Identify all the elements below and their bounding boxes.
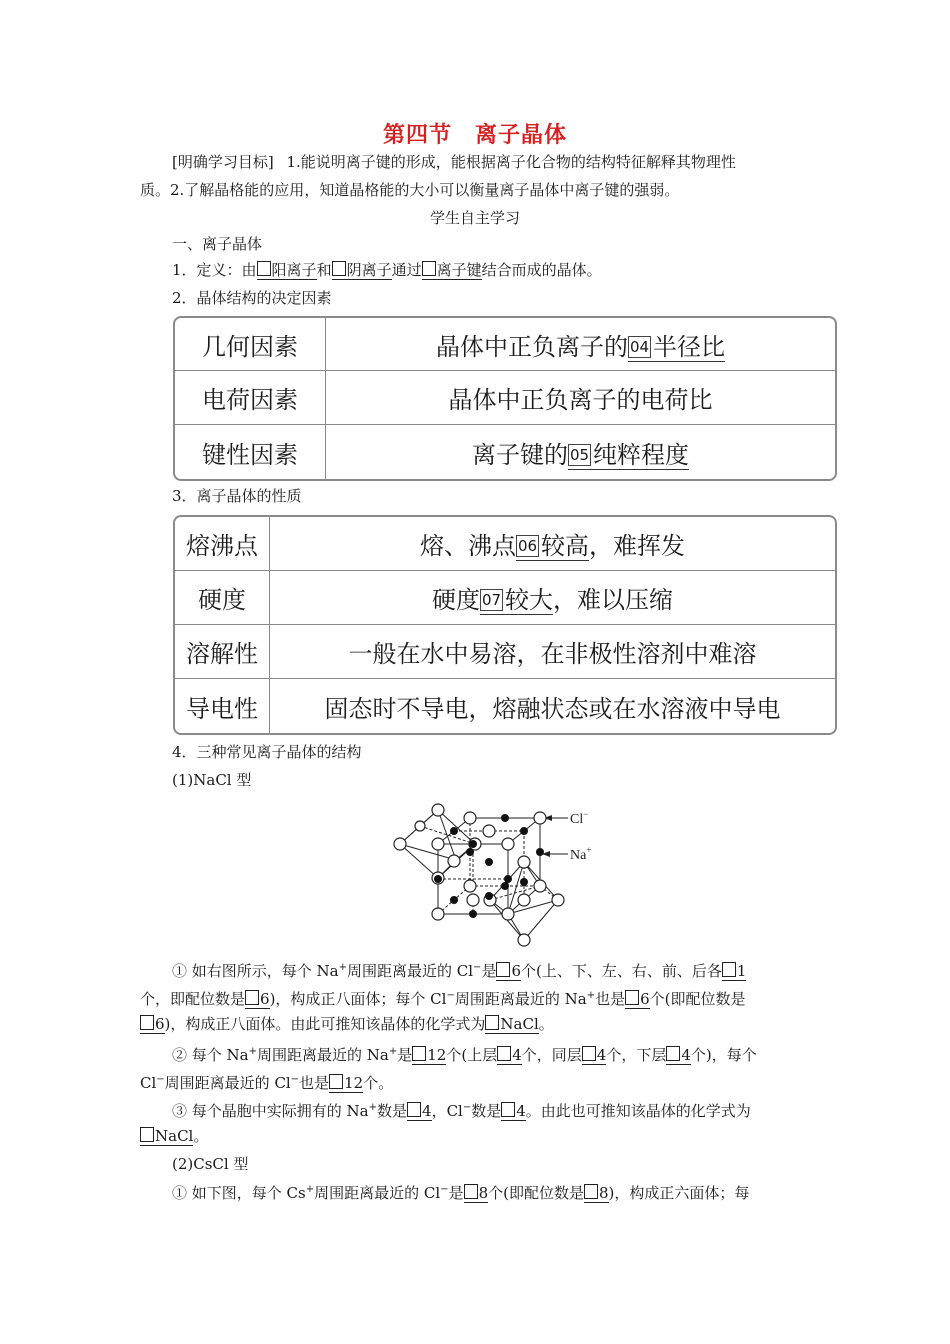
def-mid-2: 通过 xyxy=(391,261,422,279)
text: 个，同层 xyxy=(521,1046,582,1064)
answer-text: 纯粹程度 xyxy=(593,440,690,469)
answer-text: NaCl xyxy=(500,1015,539,1033)
def-prefix: 1．定义：由 xyxy=(172,261,257,279)
def-blank-2 xyxy=(332,261,392,280)
text: )，构成正八面体。由此可推知该晶体的化学式为 xyxy=(164,1015,486,1033)
chloride-label: Cl− xyxy=(570,809,589,827)
prop-value: 固态时不导电，熔融状态或在水溶液中导电 xyxy=(324,694,781,723)
superscript: + xyxy=(248,1046,257,1057)
answer-text: 较高 xyxy=(541,532,590,560)
cscl-para-1-line-1 xyxy=(172,1180,749,1203)
prop-answer xyxy=(480,586,553,615)
answer-text: 4 xyxy=(422,1102,432,1120)
answer-text: 较大 xyxy=(505,586,554,614)
prop-key: 熔沸点 xyxy=(175,517,270,571)
nacl-para-3-line-1 xyxy=(172,1098,751,1121)
answer-blank xyxy=(501,1102,526,1121)
superscript: − xyxy=(446,990,455,1001)
answer-blank xyxy=(582,1046,607,1065)
nacl-crystal-figure xyxy=(390,796,610,948)
factor-value xyxy=(326,318,835,371)
answer-blank xyxy=(412,1046,446,1065)
superscript: + xyxy=(586,990,596,1001)
blank-box xyxy=(140,1015,154,1030)
factor-key: 几何因素 xyxy=(175,318,326,371)
text: 。 xyxy=(538,1015,554,1033)
blank-box xyxy=(329,1074,343,1089)
part1-heading: 一、离子晶体 xyxy=(172,235,263,253)
objectives-label: [明确学习目标] xyxy=(172,153,274,171)
answer-blank xyxy=(407,1102,432,1121)
nacl-para-2-line-2 xyxy=(140,1070,393,1093)
def-suffix: 结合而成的晶体。 xyxy=(481,261,602,279)
factor-answer xyxy=(568,441,689,470)
text: 个。 xyxy=(363,1074,394,1092)
blank-box xyxy=(464,1184,478,1199)
blank-box xyxy=(584,1184,598,1199)
text: 周围距离最近的 Na xyxy=(257,1046,389,1064)
answer-blank xyxy=(329,1074,363,1093)
text: ③ 每个晶胞中实际拥有的 Na xyxy=(172,1102,369,1120)
text: 周围距离最近的 Na xyxy=(454,990,587,1008)
text: 。 xyxy=(193,1127,209,1145)
factor-answer xyxy=(628,333,725,362)
text: 也是 xyxy=(299,1074,330,1092)
blank-box xyxy=(582,1046,596,1061)
answer-text: 6 xyxy=(511,962,521,980)
answer-blank xyxy=(485,1015,538,1034)
text: ② 每个 Na xyxy=(172,1046,249,1064)
properties-table xyxy=(173,515,837,735)
text: 是 xyxy=(481,962,497,980)
page-title: 第四节 离子晶体 xyxy=(382,123,567,148)
text: Cl xyxy=(140,1074,157,1092)
text: 也是 xyxy=(595,990,626,1008)
blank-box xyxy=(332,261,346,276)
answer-text: 12 xyxy=(344,1074,364,1092)
text: 个(即配位数是 xyxy=(649,990,746,1008)
cscl-heading: (2)CsCl 型 xyxy=(172,1155,249,1173)
def-answer-1: 阳离子 xyxy=(271,261,317,279)
prop-value: 一般在水中易溶，在非极性溶剂中难溶 xyxy=(270,625,835,679)
superscript: − xyxy=(473,962,482,973)
factor-text: 离子键的 xyxy=(471,440,568,469)
superscript: + xyxy=(368,1102,377,1113)
prop-text-post: ，难挥发 xyxy=(589,532,686,560)
text: 。由此也可推知该晶体的化学式为 xyxy=(525,1102,751,1120)
answer-blank xyxy=(140,1127,193,1146)
section-heading: 学生自主学习 xyxy=(429,209,520,227)
answer-text: 半径比 xyxy=(653,332,726,361)
answer-text: 12 xyxy=(427,1046,447,1064)
nacl-para-1-line-3 xyxy=(140,1014,554,1034)
factors-table xyxy=(173,316,837,481)
def-mid-1: 和 xyxy=(316,261,332,279)
text: 周围距离最近的 Cl xyxy=(314,1184,441,1202)
def-blank-1 xyxy=(257,261,317,280)
answer-text: 6 xyxy=(155,1015,165,1033)
text: 个(上层 xyxy=(446,1046,498,1064)
text: )，构成正八面体；每个 Cl xyxy=(269,990,447,1008)
answer-text: 8 xyxy=(598,1184,609,1202)
factor-text: 晶体中正负离子的 xyxy=(435,332,628,361)
props-heading: 3．离子晶体的性质 xyxy=(172,487,302,505)
superscript: − xyxy=(462,1102,472,1113)
objectives-line-2: 质。2.了解晶格能的应用，知道晶格能的大小可以衡量离子晶体中离子键的强弱。 xyxy=(140,181,680,199)
prop-text: 熔、沸点 xyxy=(419,532,516,560)
nacl-para-1-line-2 xyxy=(140,986,746,1009)
def-blank-3 xyxy=(422,261,482,280)
text: )，构成正六面体；每 xyxy=(608,1184,750,1202)
blank-box xyxy=(501,1102,515,1117)
answer-blank xyxy=(584,1184,609,1203)
objectives-line-1 xyxy=(172,152,736,172)
blank-box xyxy=(422,261,436,276)
blank-box xyxy=(257,261,271,276)
blank-box xyxy=(497,1046,511,1061)
text: 数是 xyxy=(377,1102,408,1120)
prop-key: 溶解性 xyxy=(175,625,270,679)
text: ① 如下图，每个 Cs xyxy=(172,1184,306,1202)
answer-text: 4 xyxy=(512,1046,522,1064)
answer-number: 06 xyxy=(517,537,538,555)
answer-number: 04 xyxy=(629,337,650,356)
answer-blank xyxy=(496,962,521,981)
blank-box xyxy=(666,1046,680,1061)
text: 是 xyxy=(397,1046,413,1064)
answer-text: NaCl xyxy=(155,1127,194,1145)
superscript: − xyxy=(290,1074,300,1085)
answer-blank xyxy=(625,990,650,1009)
prop-key: 导电性 xyxy=(175,679,270,733)
structures-heading: 4．三种常见离子晶体的结构 xyxy=(172,743,362,761)
superscript: + xyxy=(338,962,347,973)
factor-value xyxy=(326,425,835,479)
answer-text: 4 xyxy=(681,1046,691,1064)
text: 个，即配位数是 xyxy=(140,990,246,1008)
prop-value xyxy=(270,571,835,625)
blank-box xyxy=(496,962,510,977)
answer-text: 4 xyxy=(596,1046,607,1064)
text: ，Cl xyxy=(431,1102,463,1120)
blank-box xyxy=(140,1127,154,1142)
blank-box xyxy=(485,1015,499,1030)
superscript: − xyxy=(440,1184,449,1195)
prop-value xyxy=(270,517,835,571)
blank-box xyxy=(412,1046,426,1061)
definition-line xyxy=(172,260,602,280)
text: 是 xyxy=(448,1184,464,1202)
answer-blank xyxy=(666,1046,691,1065)
text: 个)，每个 xyxy=(690,1046,757,1064)
nacl-para-1-line-1 xyxy=(172,958,746,981)
factor-key: 键性因素 xyxy=(175,425,326,479)
prop-answer xyxy=(516,532,589,561)
nacl-heading: (1)NaCl 型 xyxy=(172,771,252,789)
blank-box xyxy=(407,1102,421,1117)
text: 周围距离最近的 Cl xyxy=(347,962,474,980)
text: 个(上、下、左、右、前、后各 xyxy=(521,962,722,980)
superscript: + xyxy=(305,1184,315,1195)
answer-blank xyxy=(497,1046,522,1065)
blank-box xyxy=(722,962,736,977)
def-answer-3: 离子键 xyxy=(436,261,482,279)
blank-box xyxy=(625,990,639,1005)
text: 个(即配位数是 xyxy=(488,1184,584,1202)
objectives-text-1: 1.能说明离子键的形成，能根据离子化合物的结构特征解释其物理性 xyxy=(286,153,736,171)
chloride-ions xyxy=(394,804,564,946)
def-answer-2: 阴离子 xyxy=(346,261,392,279)
answer-text: 8 xyxy=(478,1184,489,1202)
prop-text: 硬度 xyxy=(431,586,480,614)
text: 周围距离最近的 Cl xyxy=(164,1074,291,1092)
text: 数是 xyxy=(471,1102,502,1120)
answer-number: 05 xyxy=(569,445,590,464)
text: ① 如右图所示，每个 Na xyxy=(172,962,339,980)
answer-text: 1 xyxy=(736,962,747,980)
nacl-para-2-line-1 xyxy=(172,1042,757,1065)
superscript: + xyxy=(388,1046,398,1057)
blank-box xyxy=(245,990,259,1005)
prop-key: 硬度 xyxy=(175,571,270,625)
nacl-para-3-line-2 xyxy=(140,1126,208,1146)
answer-text: 6 xyxy=(640,990,650,1008)
factors-heading: 2．晶体结构的决定因素 xyxy=(172,289,332,307)
prop-text-post: ，难以压缩 xyxy=(553,586,674,614)
sodium-label: Na+ xyxy=(570,845,592,863)
answer-blank xyxy=(245,990,270,1009)
answer-blank xyxy=(722,962,747,981)
answer-blank xyxy=(464,1184,489,1203)
answer-text: 4 xyxy=(516,1102,526,1120)
answer-text: 6 xyxy=(260,990,270,1008)
text: 个，下层 xyxy=(606,1046,667,1064)
answer-blank xyxy=(140,1015,165,1034)
factor-value: 晶体中正负离子的电荷比 xyxy=(326,371,835,425)
superscript: − xyxy=(156,1074,165,1085)
factor-key: 电荷因素 xyxy=(175,371,326,425)
answer-number: 07 xyxy=(481,591,502,609)
